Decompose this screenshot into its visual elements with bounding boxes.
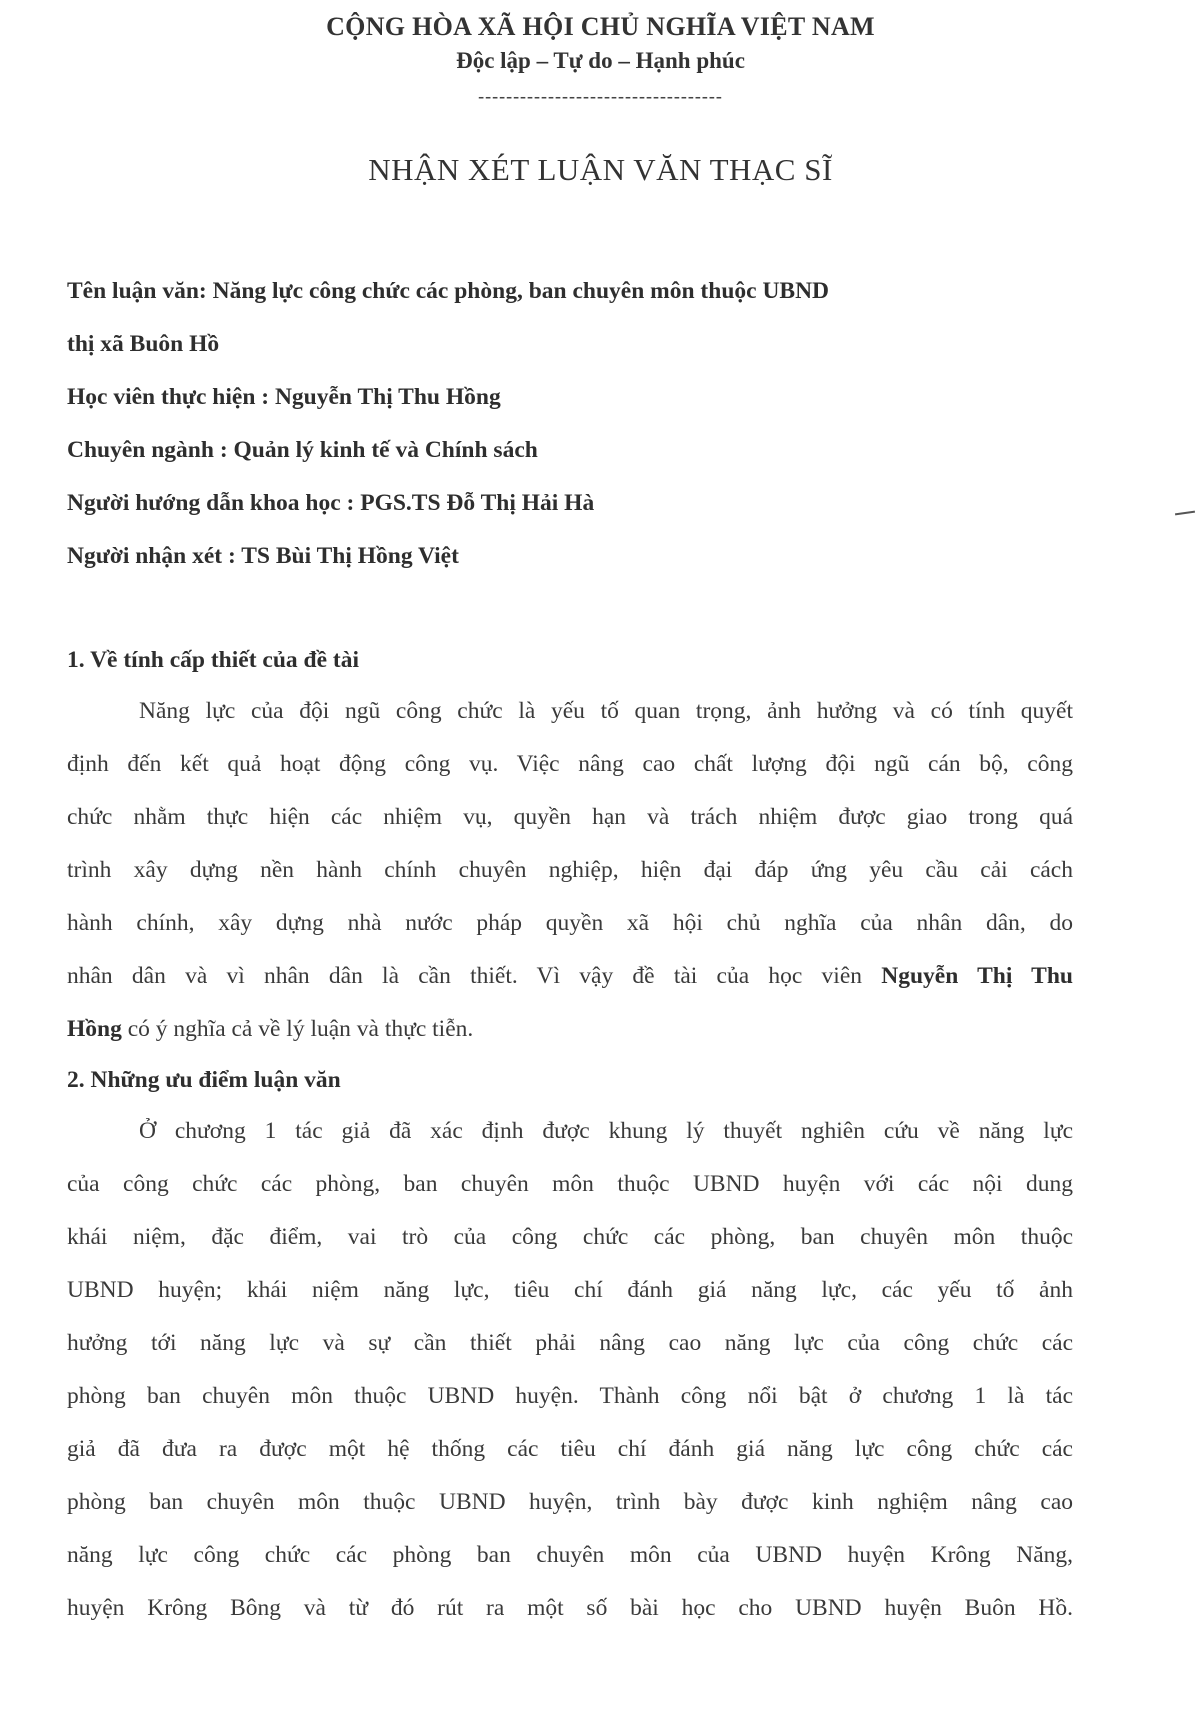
major-line: Chuyên ngành : Quản lý kinh tế và Chính sách bbox=[67, 437, 538, 463]
text-line: hành chính, xây dựng nhà nước pháp quyền xã hội chủ nghĩa của nhân dân, do bbox=[67, 910, 1073, 936]
text-line: định đến kết quả hoạt động công vụ. Việc nâng cao chất lượng đội ngũ cán bộ, công bbox=[67, 751, 1073, 777]
reviewer-line: Người nhận xét : TS Bùi Thị Hồng Việt bbox=[67, 543, 459, 569]
section-2-heading: 2. Những ưu điểm luận văn bbox=[67, 1067, 341, 1093]
section-2-paragraph bbox=[67, 1105, 1073, 1635]
text-line: phòng ban chuyên môn thuộc UBND huyện, trình bày được kinh nghiệm nâng cao bbox=[67, 1489, 1073, 1515]
student-line: Học viên thực hiện : Nguyễn Thị Thu Hồng bbox=[67, 384, 501, 410]
thesis-name-line-1: Tên luận văn: Năng lực công chức các phòng, ban chuyên môn thuộc UBND bbox=[67, 278, 830, 304]
text-fragment: nhân dân và vì nhân dân là cần thiết. Vì vậy đề tài của học viên bbox=[67, 963, 882, 989]
text-fragment: có ý nghĩa cả về lý luận và thực tiễn. bbox=[127, 1016, 474, 1042]
text-line: trình xây dựng nền hành chính chuyên nghiệp, hiện đại đáp ứng yêu cầu cải cách bbox=[67, 857, 1073, 883]
motto-heading: Độc lập – Tự do – Hạnh phúc bbox=[456, 48, 745, 73]
text-line: của công chức các phòng, ban chuyên môn thuộc UBND huyện với các nội dung bbox=[67, 1171, 1073, 1197]
section-1-heading: 1. Về tính cấp thiết của đề tài bbox=[67, 647, 360, 673]
header-rule: ----------------------------------- bbox=[478, 86, 723, 106]
text-line: giả đã đưa ra được một hệ thống các tiêu chí đánh giá năng lực công chức các bbox=[67, 1436, 1073, 1462]
advisor-line: Người hướng dẫn khoa học : PGS.TS Đỗ Thị Hải Hà bbox=[67, 490, 595, 516]
text-line bbox=[67, 950, 1073, 1003]
scan-edge-mark bbox=[1175, 511, 1195, 516]
text-line: năng lực công chức các phòng ban chuyên môn của UBND huyện Krông Năng, bbox=[67, 1542, 1073, 1568]
section-1-paragraph bbox=[67, 685, 1073, 1056]
text-line: chức nhằm thực hiện các nhiệm vụ, quyền hạn và trách nhiệm được giao trong quá bbox=[67, 804, 1073, 830]
text-line: hưởng tới năng lực và sự cần thiết phải nâng cao năng lực của công chức các bbox=[67, 1330, 1073, 1356]
student-name-bold-cont: Hồng bbox=[67, 1016, 122, 1042]
nation-heading: CỘNG HÒA XÃ HỘI CHỦ NGHĨA VIỆT NAM bbox=[326, 12, 875, 41]
text-line: UBND huyện; khái niệm năng lực, tiêu chí đánh giá năng lực, các yếu tố ảnh bbox=[67, 1277, 1073, 1303]
text-line bbox=[67, 1003, 1073, 1056]
text-line: Năng lực của đội ngũ công chức là yếu tố quan trọng, ảnh hưởng và có tính quyết bbox=[139, 698, 1073, 724]
thesis-name-line-2: thị xã Buôn Hồ bbox=[67, 331, 220, 357]
text-line: khái niệm, đặc điểm, vai trò của công chức các phòng, ban chuyên môn thuộc bbox=[67, 1224, 1073, 1250]
text-line: Ở chương 1 tác giả đã xác định được khung lý thuyết nghiên cứu về năng lực bbox=[139, 1118, 1073, 1144]
document-title: NHẬN XÉT LUẬN VĂN THẠC SĨ bbox=[368, 152, 833, 187]
text-line: huyện Krông Bông và từ đó rút ra một số bài học cho UBND huyện Buôn Hồ. bbox=[67, 1595, 1073, 1621]
student-name-bold: Nguyễn Thị Thu bbox=[881, 963, 1073, 989]
text-line: phòng ban chuyên môn thuộc UBND huyện. Thành công nổi bật ở chương 1 là tác bbox=[67, 1383, 1073, 1409]
